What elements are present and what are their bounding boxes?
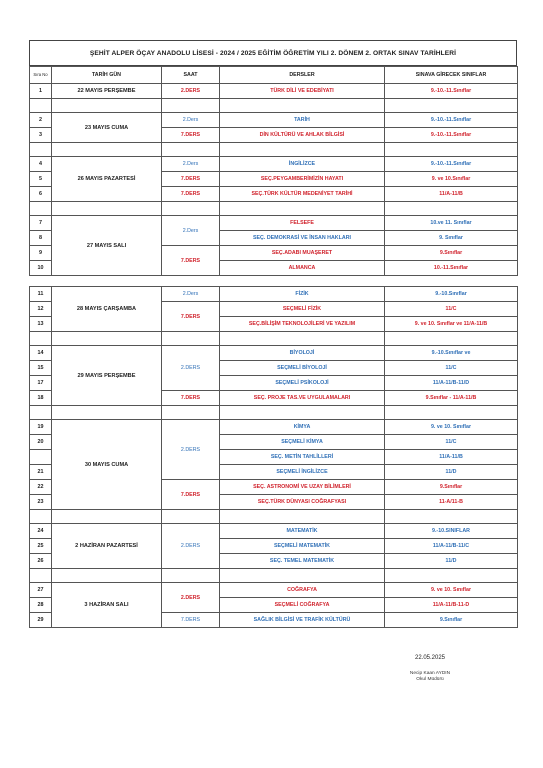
schedule-table-2 (29, 286, 518, 628)
exam-classes: 9.Sınıflar (385, 480, 518, 495)
row-number: 17 (30, 376, 52, 391)
table-row (30, 287, 518, 302)
row-number: 10 (30, 261, 52, 276)
exam-classes: 9. Sınıflar (385, 231, 518, 246)
header-saat: SAAT (162, 67, 220, 84)
spacer-row (30, 202, 518, 216)
table-row (30, 113, 518, 128)
row-number: 24 (30, 524, 52, 539)
exam-subject: SEÇ.BİLİŞİM TEKNOLOJİLERİ VE YAZILIM (220, 317, 385, 332)
exam-subject: FELSEFE (220, 216, 385, 231)
exam-classes: 9.-10.-11.Sınıflar (385, 113, 518, 128)
exam-classes: 10.-11.Sınıflar (385, 261, 518, 276)
exam-date: 26 MAYIS PAZARTESİ (52, 157, 162, 202)
spacer-row (30, 406, 518, 420)
exam-subject: ALMANCA (220, 261, 385, 276)
table-row (30, 420, 518, 435)
header-siniflar: SINAVA GİRECEK SINIFLAR (385, 67, 518, 84)
exam-subject: BİYOLOJİ (220, 346, 385, 361)
exam-date: 29 MAYIS PERŞEMBE (52, 346, 162, 406)
exam-subject: SEÇ. METİN TAHLİLLERİ (220, 450, 385, 465)
row-number: 23 (30, 495, 52, 510)
exam-classes: 11/A-11/B-11/D (385, 376, 518, 391)
row-number: 13 (30, 317, 52, 332)
table-row (30, 583, 518, 598)
exam-classes: 10.ve 11. Sınıflar (385, 216, 518, 231)
exam-period: 7.DERS (162, 480, 220, 510)
exam-classes: 11/C (385, 302, 518, 317)
row-number: 7 (30, 216, 52, 231)
row-number: 4 (30, 157, 52, 172)
exam-subject: SEÇ. ASTRONOMİ VE UZAY BİLİMLERİ (220, 480, 385, 495)
row-number: 14 (30, 346, 52, 361)
exam-classes: 9.-10.Sınıflar (385, 287, 518, 302)
row-number: 25 (30, 539, 52, 554)
exam-period: 2.Ders (162, 157, 220, 172)
spacer-row (30, 510, 518, 524)
row-number (30, 450, 52, 465)
exam-period: 7.DERS (162, 302, 220, 332)
principal-name: Necip Kaan AYDIN (409, 671, 451, 676)
exam-subject: SEÇMELİ COĞRAFYA (220, 598, 385, 613)
exam-subject: SEÇ. DEMOKRASİ VE İNSAN HAKLARI (220, 231, 385, 246)
exam-subject: SEÇMELİ MATEMATİK (220, 539, 385, 554)
row-number: 2 (30, 113, 52, 128)
exam-subject: SEÇ.PEYGAMBERİMİZİN HAYATI (220, 172, 385, 187)
row-number: 29 (30, 613, 52, 628)
exam-subject: SEÇ. TEMEL MATEMATİK (220, 554, 385, 569)
exam-period: 7.DERS (162, 172, 220, 187)
exam-period: 2.DERS (162, 583, 220, 613)
exam-classes: 11/C (385, 361, 518, 376)
table-row (30, 157, 518, 172)
exam-period: 2.Ders (162, 287, 220, 302)
row-number: 5 (30, 172, 52, 187)
exam-classes: 11/D (385, 465, 518, 480)
table-row (30, 84, 518, 99)
schedule-table-1 (29, 66, 518, 276)
exam-classes: 9.Sınıflar (385, 246, 518, 261)
exam-classes: 11/A-11/B-11-D (385, 598, 518, 613)
exam-classes: 11/A-11/B (385, 187, 518, 202)
exam-classes: 9.-10.SINIFLAR (385, 524, 518, 539)
exam-subject: SEÇMELİ FİZİK (220, 302, 385, 317)
exam-period: 2.DERS (162, 84, 220, 99)
exam-period: 7.DERS (162, 128, 220, 143)
exam-date: 3 HAZİRAN SALI (52, 583, 162, 628)
exam-subject: SAĞLIK BİLGİSİ VE TRAFİK KÜLTÜRÜ (220, 613, 385, 628)
exam-subject: SEÇ.ADABI MUAŞERET (220, 246, 385, 261)
row-number: 21 (30, 465, 52, 480)
exam-classes: 9. ve 10. Sınıflar ve 11/A-11/B (385, 317, 518, 332)
row-number: 26 (30, 554, 52, 569)
exam-date: 27 MAYIS SALI (52, 216, 162, 276)
document-title: ŞEHİT ALPER ÖÇAY ANADOLU LİSESİ - 2024 / 2025 EĞİTİM ÖĞRETİM YILI 2. DÖNEM 2. ORTAK SINAV TARİHLERİ (29, 40, 517, 66)
exam-classes: 11/D (385, 554, 518, 569)
exam-classes: 9.-10.-11.Sınıflar (385, 84, 518, 99)
exam-classes: 11/C (385, 435, 518, 450)
spacer-row (30, 143, 518, 157)
header-sira: Sıra No (30, 67, 52, 84)
exam-classes: 9.-10.Sınıflar ve (385, 346, 518, 361)
exam-subject: SEÇMELİ İNGİLİZCE (220, 465, 385, 480)
exam-classes: 9.-10.-11.Sınıflar (385, 128, 518, 143)
exam-subject: SEÇ.TÜRK KÜLTÜR MEDENİYET TARİHİ (220, 187, 385, 202)
signature-block (380, 655, 480, 682)
exam-classes: 9. ve 10. Sınıflar (385, 420, 518, 435)
row-number: 27 (30, 583, 52, 598)
exam-subject: SEÇMELİ KİMYA (220, 435, 385, 450)
row-number: 18 (30, 391, 52, 406)
table-row (30, 216, 518, 231)
exam-period: 2.Ders (162, 113, 220, 128)
document-date: 22.05.2025 (414, 655, 446, 661)
row-number: 28 (30, 598, 52, 613)
header-tarih: TARİH GÜN (52, 67, 162, 84)
row-number: 9 (30, 246, 52, 261)
exam-subject: COĞRAFYA (220, 583, 385, 598)
row-number: 8 (30, 231, 52, 246)
row-number: 19 (30, 420, 52, 435)
exam-period: 7.DERS (162, 246, 220, 276)
exam-subject: SEÇ.TÜRK DÜNYASI COĞRAFYASI (220, 495, 385, 510)
exam-period: 2.DERS (162, 524, 220, 569)
row-number: 15 (30, 361, 52, 376)
exam-period: 7.DERS (162, 613, 220, 628)
exam-date: 2 HAZİRAN PAZARTESİ (52, 524, 162, 569)
header-row (30, 67, 518, 84)
exam-period: 2.Ders (162, 216, 220, 246)
exam-period: 2.DERS (162, 420, 220, 480)
spacer-row (30, 99, 518, 113)
exam-classes: 9. ve 10.Sınıflar (385, 172, 518, 187)
spacer-row (30, 569, 518, 583)
exam-subject: SEÇMELİ PSİKOLOJİ (220, 376, 385, 391)
row-number: 1 (30, 84, 52, 99)
exam-classes: 9.Sınıflar - 11/A-11/B (385, 391, 518, 406)
row-number: 3 (30, 128, 52, 143)
exam-date: 30 MAYIS CUMA (52, 420, 162, 510)
exam-classes: 11/A-11/B-11/C (385, 539, 518, 554)
row-number: 12 (30, 302, 52, 317)
exam-period: 7.DERS (162, 187, 220, 202)
exam-classes: 11-A/11-B (385, 495, 518, 510)
exam-subject: SEÇMELİ BİYOLOJİ (220, 361, 385, 376)
principal-role: Okul Müdürü (416, 677, 444, 682)
exam-period: 2.DERS (162, 346, 220, 391)
exam-subject: İNGİLİZCE (220, 157, 385, 172)
exam-subject: KİMYA (220, 420, 385, 435)
row-number: 11 (30, 287, 52, 302)
exam-date: 23 MAYIS CUMA (52, 113, 162, 143)
exam-subject: FİZİK (220, 287, 385, 302)
exam-period: 7.DERS (162, 391, 220, 406)
exam-classes: 9.Sınıflar (385, 613, 518, 628)
exam-subject: DİN KÜLTÜRÜ VE AHLAK BİLGİSİ (220, 128, 385, 143)
row-number: 22 (30, 480, 52, 495)
exam-subject: SEÇ. PROJE TAS.VE UYGULAMALARI (220, 391, 385, 406)
table-row (30, 346, 518, 361)
spacer-row (30, 332, 518, 346)
exam-classes: 11/A-11/B (385, 450, 518, 465)
table-row (30, 524, 518, 539)
exam-date: 22 MAYIS PERŞEMBE (52, 84, 162, 99)
row-number: 20 (30, 435, 52, 450)
exam-classes: 9.-10.-11.Sınıflar (385, 157, 518, 172)
exam-subject: TARİH (220, 113, 385, 128)
exam-subject: MATEMATİK (220, 524, 385, 539)
header-dersler: DERSLER (220, 67, 385, 84)
exam-date: 28 MAYIS ÇARŞAMBA (52, 287, 162, 332)
exam-schedule-sheet (29, 40, 517, 628)
row-number: 6 (30, 187, 52, 202)
exam-subject: TÜRK DİLİ VE EDEBİYATI (220, 84, 385, 99)
exam-classes: 9. ve 10. Sınıflar (385, 583, 518, 598)
